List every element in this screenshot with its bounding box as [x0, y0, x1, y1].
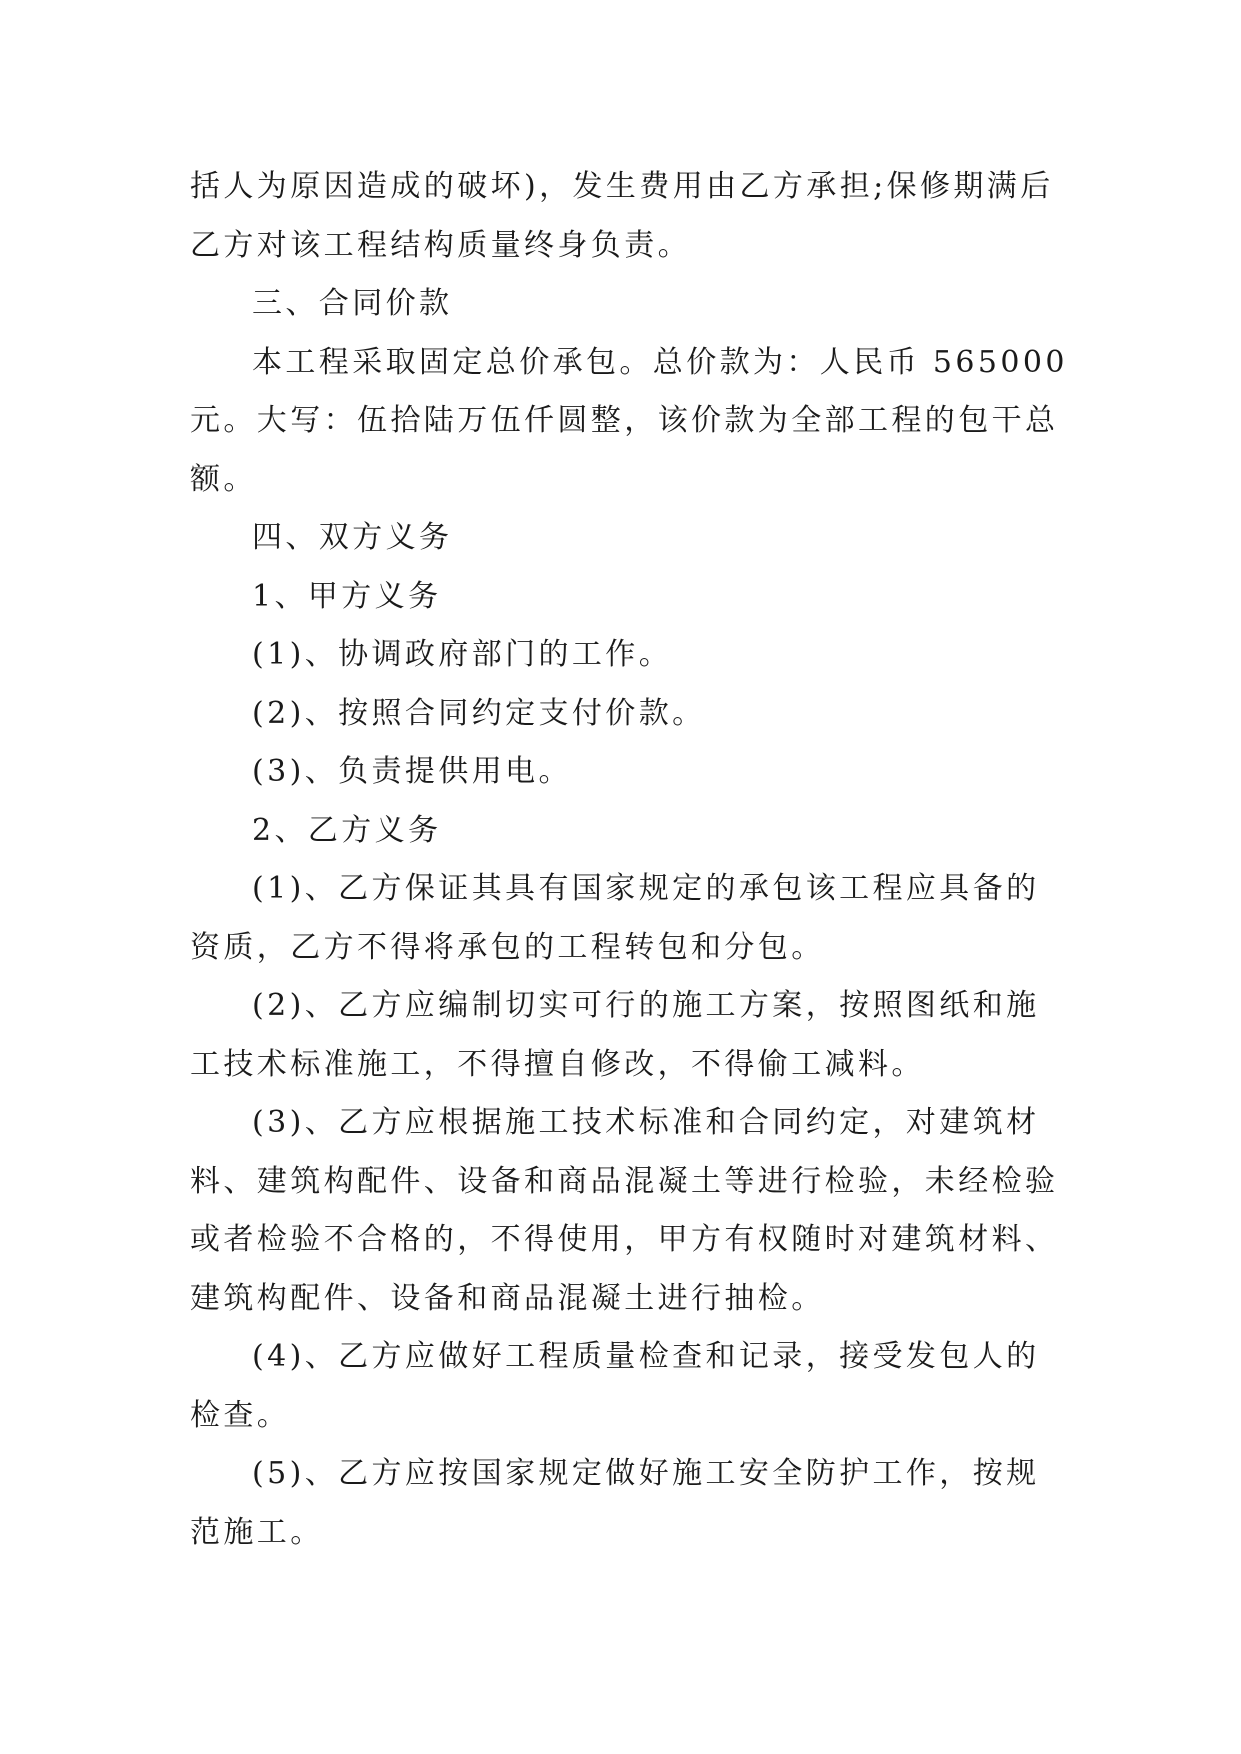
text-line: (2)、按照合同约定支付价款。: [252, 695, 706, 731]
text-line: (3)、乙方应根据施工技术标准和合同约定，对建筑材: [252, 1105, 1040, 1140]
text-line: 元。大写：伍拾陆万伍仟圆整，该价款为全部工程的包干总: [190, 403, 1059, 438]
text-line: 1、甲方义务: [252, 578, 442, 614]
document-page: [190, 158, 1068, 1562]
list-item-party-b-1: [190, 860, 1060, 977]
paragraph-contract-price: [190, 334, 1068, 510]
text-line: (1)、协调政府部门的工作。: [252, 637, 673, 672]
text-line: 或者检验不合格的，不得使用，甲方有权随时对建筑材料、: [190, 1222, 1059, 1257]
list-item-party-a-1: [190, 626, 1060, 685]
text-line: 本工程采取固定总价承包。总价款为：人民币 565000: [252, 344, 1068, 380]
text-line: 料、建筑构配件、设备和商品混凝土等进行检验，未经检验: [190, 1163, 1059, 1199]
paragraph-warranty-continued: [190, 158, 1060, 275]
text-line: 四、双方义务: [252, 520, 453, 555]
list-item-party-b-5: [190, 1445, 1060, 1562]
list-item-party-a-3: [190, 743, 1060, 802]
text-line: (2)、乙方应编制切实可行的施工方案，按照图纸和施: [252, 988, 1040, 1023]
list-item-party-b-3: [190, 1094, 1060, 1328]
subheading-party-a-obligations: [190, 568, 1060, 627]
text-line: 额。: [190, 461, 257, 497]
section-heading-contract-price: [190, 275, 1060, 334]
text-line: 资质，乙方不得将承包的工程转包和分包。: [190, 929, 825, 965]
text-line: 括人为原因造成的破坏)，发生费用由乙方承担;保修期满后: [190, 169, 1054, 204]
text-line: 范施工。: [190, 1514, 324, 1550]
section-heading-obligations: [190, 509, 1060, 568]
list-item-party-b-4: [190, 1328, 1060, 1445]
text-line: (3)、负责提供用电。: [252, 754, 572, 789]
text-line: 2、乙方义务: [252, 812, 442, 848]
text-line: (1)、乙方保证其具有国家规定的承包该工程应具备的: [252, 871, 1040, 906]
text-line: 工技术标准施工，不得擅自修改，不得偷工减料。: [190, 1046, 925, 1082]
subheading-party-b-obligations: [190, 802, 1060, 861]
text-line: 建筑构配件、设备和商品混凝土进行抽检。: [190, 1280, 825, 1316]
list-item-party-a-2: [190, 685, 1060, 744]
text-line: (5)、乙方应按国家规定做好施工安全防护工作，按规: [252, 1456, 1040, 1491]
text-line: 乙方对该工程结构质量终身负责。: [190, 227, 691, 263]
text-line: 三、合同价款: [252, 286, 453, 321]
text-line: 检查。: [190, 1397, 291, 1433]
list-item-party-b-2: [190, 977, 1060, 1094]
text-line: (4)、乙方应做好工程质量检查和记录，接受发包人的: [252, 1339, 1040, 1374]
